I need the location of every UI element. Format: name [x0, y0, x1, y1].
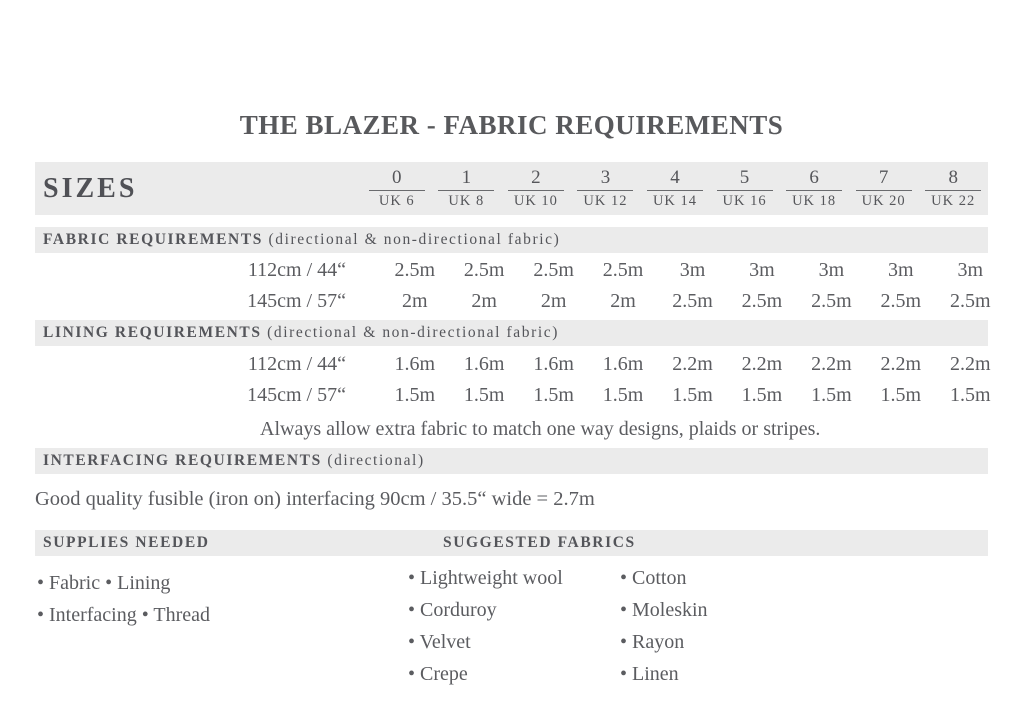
size-number: 1 [438, 168, 494, 191]
lining-requirements-header [35, 320, 988, 346]
size-column-0 [362, 168, 432, 209]
size-uk-label: UK 14 [652, 192, 698, 209]
lining-value: 1.5m [880, 383, 922, 406]
fabric-value: 2.5m [949, 289, 991, 312]
interfacing-description: Good quality fusible (iron on) interfacing 90cm / 35.5“ wide = 2.7m [35, 488, 595, 510]
size-uk-label: UK 12 [583, 192, 628, 209]
fabric-requirements-header [35, 227, 988, 253]
lining-value: 1.6m [602, 352, 644, 375]
fabric-item: • Cotton [620, 567, 687, 589]
fabric-value: 3m [818, 258, 845, 281]
size-uk-label: UK 8 [448, 192, 485, 209]
lining-value: 1.6m [394, 352, 435, 375]
size-column-4 [640, 168, 710, 209]
fabric-value: 3m [679, 258, 706, 281]
size-column-1 [432, 168, 502, 209]
sizes-label: SIZES [43, 172, 138, 204]
fabric-width-label: 145cm / 57“ [247, 289, 346, 312]
size-number: 3 [577, 168, 633, 191]
extra-fabric-note: Always allow extra fabric to match one way designs, plaids or stripes. [260, 418, 821, 440]
fabric-value: 2m [610, 289, 636, 312]
lining-requirements-heading: LINING REQUIREMENTS [43, 324, 262, 341]
supplies-needed-heading: SUPPLIES NEEDED [43, 534, 210, 551]
fabric-row-112cm [35, 255, 1005, 285]
lining-row-112cm [35, 349, 1005, 379]
lining-requirements-note: (directional & non-directional fabric) [267, 324, 559, 341]
fabric-value: 2m [401, 289, 428, 312]
lining-value: 2.2m [741, 352, 783, 375]
fabric-row-145cm [35, 286, 1005, 316]
lining-value: 1.5m [811, 383, 852, 406]
sizes-header-bar [35, 162, 988, 215]
fabric-value: 2m [471, 289, 497, 312]
fabric-value: 2.5m [533, 258, 574, 281]
suggested-fabrics-heading: SUGGESTED FABRICS [443, 534, 636, 551]
interfacing-requirements-note: (directional) [327, 452, 425, 469]
fabric-item: • Linen [620, 663, 679, 685]
lining-value: 2.2m [811, 352, 852, 375]
fabric-value: 2m [540, 289, 567, 312]
size-uk-label: UK 20 [861, 192, 906, 209]
fabric-width-label: 112cm / 44“ [247, 258, 346, 281]
size-uk-label: UK 22 [931, 192, 976, 209]
size-column-6 [779, 168, 849, 209]
size-uk-label: UK 10 [513, 192, 558, 209]
fabric-value: 2.5m [463, 258, 505, 281]
lining-value: 1.5m [741, 383, 783, 406]
lining-row-145cm [35, 380, 1005, 410]
suggested-fabrics-column-2 [620, 562, 708, 690]
fabric-item: • Lightweight wool [408, 567, 563, 589]
lining-width-label: 145cm / 57“ [247, 383, 346, 406]
fabric-value: 2.5m [602, 258, 644, 281]
sizes-grid [35, 162, 988, 215]
fabric-value: 2.5m [394, 258, 435, 281]
fabric-value: 3m [957, 258, 984, 281]
size-uk-label: UK 6 [378, 192, 415, 209]
lining-width-label: 112cm / 44“ [247, 352, 346, 375]
size-column-3 [571, 168, 641, 209]
size-number: 5 [717, 168, 773, 191]
fabric-value: 3m [888, 258, 914, 281]
lining-value: 1.5m [394, 383, 435, 406]
fabric-item: • Velvet [408, 631, 471, 653]
supplies-list [37, 567, 210, 631]
fabric-requirements-note: (directional & non-directional fabric) [268, 231, 561, 248]
supplies-line: • Fabric • Lining [37, 572, 171, 594]
lining-value: 2.2m [949, 352, 991, 375]
fabric-item: • Rayon [620, 631, 685, 653]
size-number: 7 [856, 168, 912, 191]
interfacing-requirements-heading: INTERFACING REQUIREMENTS [43, 452, 322, 469]
size-number: 8 [925, 168, 981, 191]
lining-value: 1.5m [533, 383, 574, 406]
fabric-value: 2.5m [880, 289, 922, 312]
size-number: 2 [508, 168, 564, 191]
fabric-item: • Moleskin [620, 599, 708, 621]
size-column-5 [710, 168, 780, 209]
fabric-value: 2.5m [741, 289, 783, 312]
size-uk-label: UK 16 [722, 192, 767, 209]
fabric-value: 2.5m [811, 289, 852, 312]
size-number: 4 [647, 168, 703, 191]
interfacing-requirements-header [35, 448, 988, 474]
supplies-line: • Interfacing • Thread [37, 604, 210, 626]
lining-value: 1.6m [533, 352, 574, 375]
lining-value: 1.5m [602, 383, 644, 406]
lining-value: 2.2m [880, 352, 922, 375]
page-title: THE BLAZER - FABRIC REQUIREMENTS [239, 110, 784, 140]
lining-value: 1.5m [463, 383, 505, 406]
supplies-suggested-header [35, 530, 988, 556]
fabric-requirements-heading: FABRIC REQUIREMENTS [43, 231, 264, 248]
fabric-value: 2.5m [672, 289, 713, 312]
lining-value: 1.5m [672, 383, 713, 406]
size-column-7 [849, 168, 919, 209]
size-number: 0 [369, 168, 425, 191]
suggested-fabrics-column-1 [408, 562, 563, 690]
fabric-item: • Crepe [408, 663, 468, 685]
fabric-item: • Corduroy [408, 599, 497, 621]
size-column-2 [501, 168, 571, 209]
size-uk-label: UK 18 [792, 192, 837, 209]
size-number: 6 [786, 168, 842, 191]
size-column-8 [918, 168, 988, 209]
fabric-value: 3m [749, 258, 775, 281]
lining-value: 2.2m [672, 352, 713, 375]
lining-value: 1.5m [949, 383, 991, 406]
lining-value: 1.6m [463, 352, 505, 375]
